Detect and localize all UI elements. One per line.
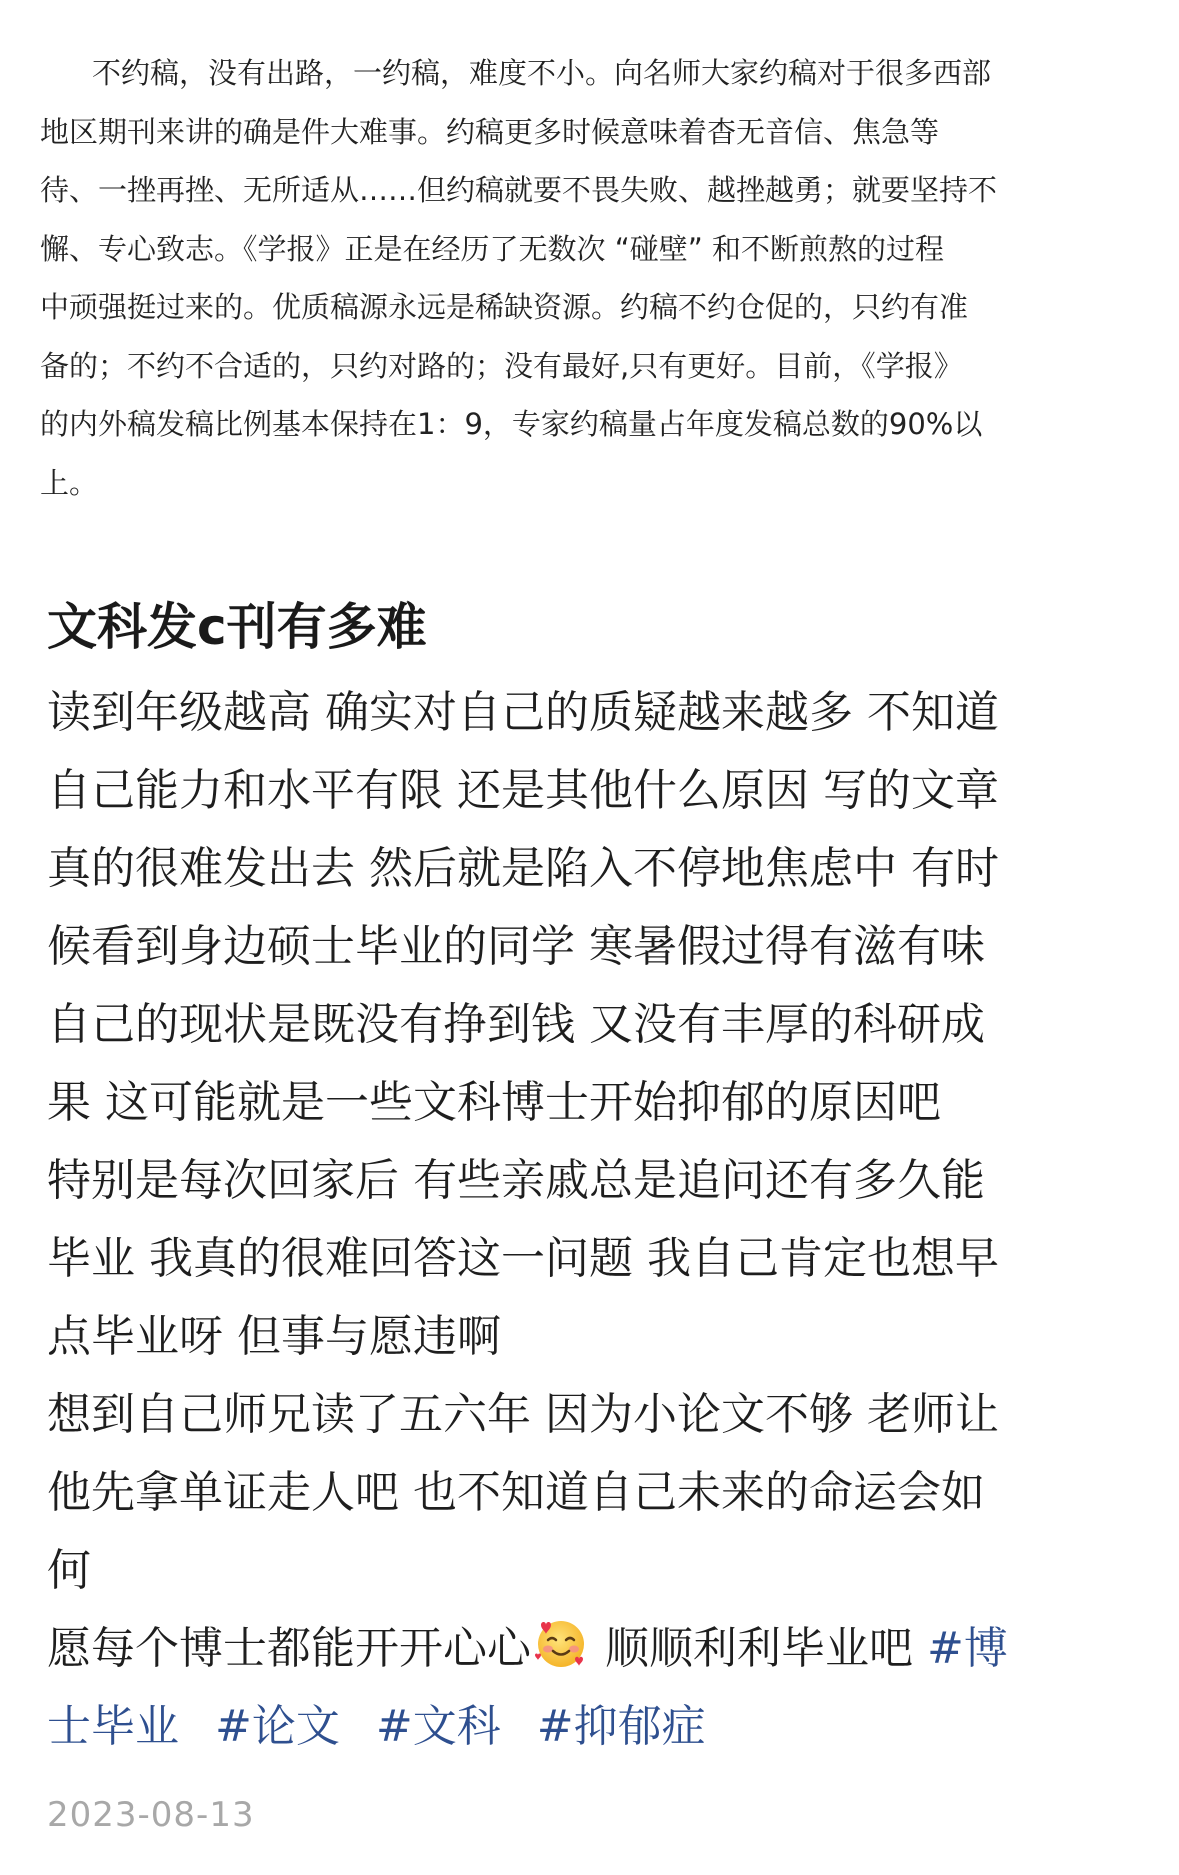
hashtag-link[interactable]: #博: [926, 1623, 1008, 1674]
hashtag-link[interactable]: #抑郁症: [536, 1701, 706, 1752]
closing-text: 愿每个博士都能开开心心: [47, 1623, 531, 1674]
hashtag-link[interactable]: #文科: [375, 1701, 501, 1752]
body-line: 自己的现状是既没有挣到钱 又没有丰厚的科研成: [47, 999, 985, 1050]
post-title: 文科发c刊有多难: [47, 598, 427, 656]
closing-line: [47, 1610, 1147, 1688]
quote-line: 待、一挫再挫、无所适从……但约稿就要不畏失败、越挫越勇；就要坚持不: [40, 173, 998, 207]
body-line: 何: [47, 1545, 91, 1596]
quote-line: 上。: [40, 465, 99, 500]
body-line: 他先拿单证走人吧 也不知道自己未来的命运会如: [47, 1467, 985, 1518]
body-line: 真的很难发出去 然后就是陷入不停地焦虑中 有时: [47, 843, 999, 894]
body-line: 想到自己师兄读了五六年 因为小论文不够 老师让: [47, 1389, 999, 1440]
hashtag-link[interactable]: #论文: [215, 1701, 340, 1752]
body-line: 候看到身边硕士毕业的同学 寒暑假过得有滋有味: [47, 921, 985, 972]
quote-line: 中顽强挺过来的。优质稿源永远是稀缺资源。约稿不约仓促的，只约有准: [40, 290, 969, 324]
body-line: 自己能力和水平有限 还是其他什么原因 写的文章: [47, 765, 999, 816]
quote-line: 不约稿，没有出路，一约稿，难度不小。向名师大家约稿对于很多西部: [92, 56, 992, 90]
quote-line: 懈、专心致志。《学报》正是在经历了无数次 “碰壁” 和不断煎熬的过程: [40, 231, 944, 266]
body-line: 特别是每次回家后 有些亲戚总是追问还有多久能: [47, 1155, 985, 1206]
quote-line: 备的；不约不合适的，只约对路的；没有最好,只有更好。目前，《学报》: [40, 348, 963, 383]
post: [47, 590, 1147, 1766]
closing-text-2: 顺顺利利毕业吧: [591, 1623, 927, 1674]
quote-line: 地区期刊来讲的确是件大难事。约稿更多时候意味着杳无音信、焦急等: [40, 114, 940, 149]
post-date: 2023-08-13: [47, 1795, 255, 1835]
body-line: 读到年级越高 确实对自己的质疑越来越多 不知道: [47, 687, 999, 738]
post-body: [47, 674, 1147, 1766]
hashtag-link[interactable]: 士毕业: [47, 1701, 179, 1752]
body-line: 毕业 我真的很难回答这一问题 我自己肯定也想早: [47, 1233, 999, 1284]
hashtag-line: [47, 1688, 1147, 1766]
body-line: 点毕业呀 但事与愿违啊: [47, 1311, 501, 1362]
smiling-face-with-hearts-icon: [533, 1615, 589, 1671]
quote-line: 的内外稿发稿比例基本保持在1：9，专家约稿量占年度发稿总数的90%以: [40, 407, 983, 441]
body-line: 果 这可能就是一些文科博士开始抑郁的原因吧: [47, 1077, 941, 1128]
quoted-article-excerpt: [40, 44, 1050, 512]
